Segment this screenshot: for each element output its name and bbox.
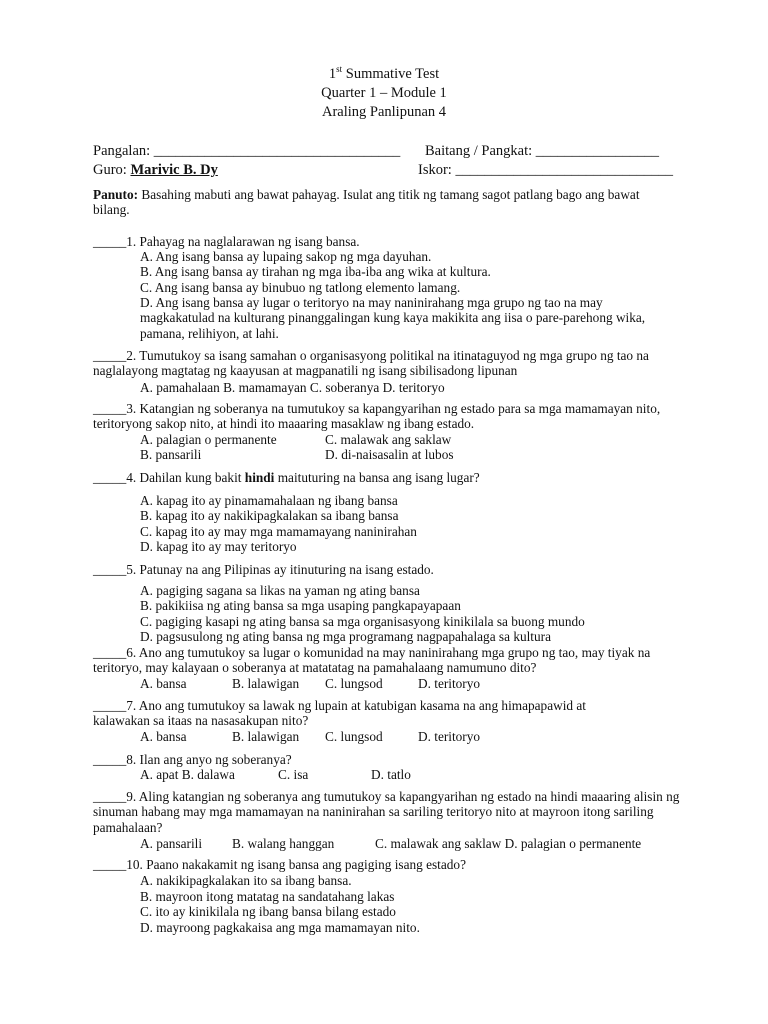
directions: Panuto: Basahing mabuti ang bawat pahayag. Isulat ang titik ng tamang sagot patlang bago ang bawat bilang. [93, 187, 640, 218]
q9-option-cd: C. malawak ang saklaw D. palagian o permanente [375, 836, 642, 851]
q1-option-b: B. Ang isang bansa ay tirahan ng mga iba-iba ang wika at kultura. [140, 264, 491, 279]
teacher-field: Guro: Marivic B. Dy [93, 162, 218, 178]
q3-option-b: B. pansarili [140, 447, 202, 462]
question-8: _____8. Ilan ang anyo ng soberanya? [93, 752, 292, 767]
score-field: Iskor: ______________________________ [418, 162, 673, 178]
test-header [0, 65, 768, 122]
q7-option-b: B. lalawigan [232, 729, 300, 744]
q6-option-a: A. bansa [140, 676, 187, 691]
question-4: _____4. Dahilan kung bakit hindi maituturing na bansa ang isang lugar? [93, 470, 480, 485]
teacher-name: Marivic B. Dy [130, 162, 218, 178]
question-2: _____2. Tumutukoy sa isang samahan o organisasyong politikal na itinataguyod ng mga grupo ng tao na naglalayong magtatag ng kaayusan at magpanatili ng isang sibilisadong lipunan [93, 348, 649, 379]
q2-options: A. pamahalaan B. mamamayan C. soberanya D. teritoryo [140, 380, 445, 395]
q1-option-c: C. Ang isang bansa ay binubuo ng tatlong elemento lamang. [140, 280, 461, 295]
q3-option-c: C. malawak ang saklaw [325, 432, 452, 447]
question-9: _____9. Aling katangian ng soberanya ang tumutukoy sa kapangyarihan ng estado na hindi maaaring alisin ng sinuman habang may mga mamamayan na naninirahan sa sariling teritoryo nito at mayroon itong sariling pamahalaan? [93, 789, 680, 835]
q7-option-c: C. lungsod [325, 729, 383, 744]
q8-option-c: C. isa [278, 767, 309, 782]
q5-option-c: C. pagiging kasapi ng ating bansa sa mga organisasyong kinikilala sa buong mundo [140, 614, 585, 629]
grade-section-field: Baitang / Pangkat: _________________ [425, 143, 659, 159]
test-title: 1st Summative Test [328, 64, 440, 82]
q4-option-d: D. kapag ito ay may teritoryo [140, 539, 297, 554]
q8-option-d: D. tatlo [371, 767, 411, 782]
q10-option-a: A. nakikipagkalakan ito sa ibang bansa. [140, 873, 352, 888]
q9-option-b: B. walang hanggan [232, 836, 335, 851]
q4-option-b: B. kapag ito ay nakikipagkalakan sa ibang bansa [140, 508, 399, 523]
q1-option-a: A. Ang isang bansa ay lupaing sakop ng mga dayuhan. [140, 249, 432, 264]
q5-option-a: A. pagiging sagana sa likas na yaman ng ating bansa [140, 583, 420, 598]
quarter-module: Quarter 1 – Module 1 [321, 85, 447, 101]
q10-option-d: D. mayroong pagkakaisa ang mga mamamayan nito. [140, 920, 420, 935]
question-7: _____7. Ano ang tumutukoy sa lawak ng lupain at katubigan kasama na ang himapapawid at kalawakan sa itaas na nasasakupan nito? [93, 698, 586, 729]
q7-option-d: D. teritoryo [418, 729, 481, 744]
q6-option-b: B. lalawigan [232, 676, 300, 691]
q10-option-c: C. ito ay kinikilala ng ibang bansa bilang estado [140, 904, 396, 919]
question-6: _____6. Ano ang tumutukoy sa lugar o komunidad na may naninirahang mga grupo ng tao, may tiyak na teritoryo, may kalayaan o soberanya at matatatag na pamahalaang namumuno dito? [93, 645, 651, 676]
question-3: _____3. Katangian ng soberanya na tumutukoy sa kapangyarihan ng estado para sa mga mamamayan nito, teritoryong sakop nito, at hindi ito maaaring masaklaw ng ibang estado. [93, 401, 661, 432]
subject: Araling Panlipunan 4 [321, 104, 447, 120]
question-1: _____1. Pahayag na naglalarawan ng isang bansa. [93, 234, 360, 249]
q3-option-d: D. di-naisasalin at lubos [325, 447, 454, 462]
q4-option-a: A. kapag ito ay pinamamahalaan ng ibang bansa [140, 493, 398, 508]
q7-option-a: A. bansa [140, 729, 187, 744]
q6-option-c: C. lungsod [325, 676, 383, 691]
q3-option-a: A. palagian o permanente [140, 432, 277, 447]
q1-option-d: D. Ang isang bansa ay lugar o teritoryo na may naninirahang mga grupo ng tao na may magkakatulad na kulturang pinanggalingan kung kaya makikita ang iisa o pare-parehong wika, pamana, relihiyon, at lahi. [140, 295, 646, 341]
q5-option-b: B. pakikiisa ng ating bansa sa mga usaping pangkapayapaan [140, 598, 461, 613]
q9-option-a: A. pansarili [140, 836, 203, 851]
name-field: Pangalan: __________________________________ [93, 143, 401, 159]
q5-option-d: D. pagsusulong ng ating bansa ng mga programang nagpapahalaga sa kultura [140, 629, 551, 644]
q10-option-b: B. mayroon itong matatag na sandatahang lakas [140, 889, 395, 904]
q8-option-ab: A. apat B. dalawa [140, 767, 235, 782]
q6-option-d: D. teritoryo [418, 676, 481, 691]
question-5: _____5. Patunay na ang Pilipinas ay itinuturing na isang estado. [93, 562, 434, 577]
question-10: _____10. Paano nakakamit ng isang bansa ang pagiging isang estado? [93, 857, 466, 872]
q4-option-c: C. kapag ito ay may mga mamamayang naninirahan [140, 524, 417, 539]
